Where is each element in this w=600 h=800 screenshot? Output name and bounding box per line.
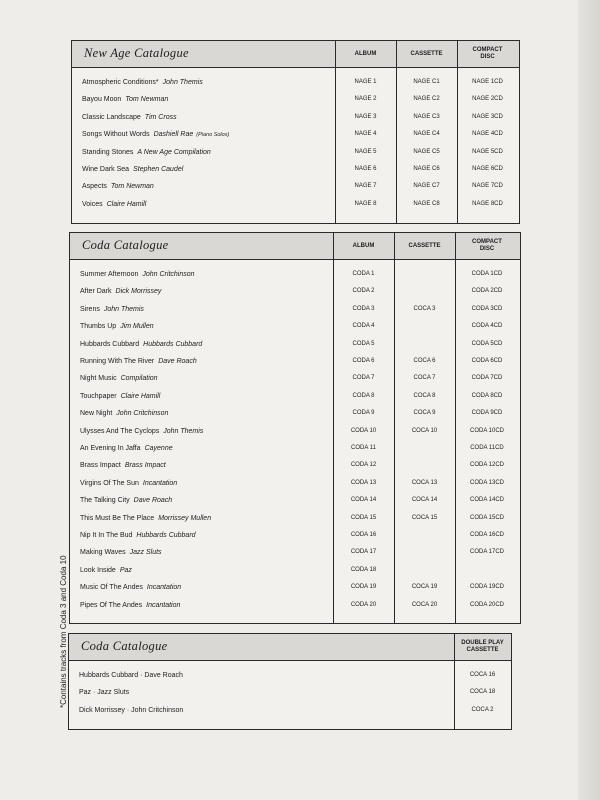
row-title <box>80 428 203 435</box>
cassette-code: COCA 19 <box>411 584 438 591</box>
cd-code: CODA 16CD <box>469 532 504 538</box>
album-title: Ulysses And The Cyclops <box>80 427 160 435</box>
cd-code: NAGE 1CD <box>472 79 503 85</box>
cd-code: CODA 20CD <box>469 601 504 608</box>
col-header-album: ALBUM <box>352 242 375 249</box>
album-title: Nip It In The Bud <box>80 532 133 539</box>
artist-name: Tom Newman <box>110 183 154 191</box>
page-edge <box>578 0 600 800</box>
table-row <box>72 162 519 179</box>
album-title: This Must Be The Place <box>80 514 155 522</box>
table-row <box>70 493 520 510</box>
cassette-code: COCA 10 <box>411 427 438 434</box>
album-title: Paz · Jazz Sluts <box>79 689 130 697</box>
row-title <box>82 149 211 156</box>
row-title <box>80 445 173 452</box>
row-title <box>82 166 183 173</box>
album-code: CODA 19 <box>350 584 377 591</box>
table-row <box>72 75 519 92</box>
artist-name: John Critchinson <box>142 271 195 278</box>
cd-code: NAGE 8CD <box>472 200 503 207</box>
album-code: CODA 10 <box>350 427 377 434</box>
table-row <box>72 110 519 127</box>
coda-double-play-table <box>68 633 512 730</box>
footnote-side: *Contains tracks from Coda 3 and Coda 10 <box>59 555 68 708</box>
artist-name: Jazz Sluts <box>129 549 162 557</box>
album-code: CODA 18 <box>350 566 377 573</box>
row-title <box>80 393 160 400</box>
table-row <box>70 284 520 301</box>
col-header-compact-disc: COMPACT DISC <box>472 47 503 60</box>
table-row <box>70 389 520 406</box>
cd-code: CODA 2CD <box>471 288 503 295</box>
table-row <box>70 319 520 336</box>
cassette-code: COCA 6 <box>413 358 436 364</box>
album-title: Virgins Of The Sun <box>80 479 139 487</box>
col-header-album: ALBUM <box>354 50 377 57</box>
table-row <box>70 441 520 458</box>
album-title: Atmospheric Conditions* <box>82 79 159 86</box>
col-header-cassette: CASSETTE <box>410 50 443 57</box>
artist-name: Brass Impact <box>124 462 166 470</box>
artist-name: Tim Cross <box>144 113 177 121</box>
row-title <box>82 114 177 121</box>
album-title: Making Waves <box>80 549 126 557</box>
cd-code: CODA 19CD <box>469 584 504 591</box>
artist-name: Jim Mullen <box>120 323 154 331</box>
artist-name: Incantation <box>146 601 181 609</box>
album-code: NAGE 1 <box>354 79 377 85</box>
album-title: Hubbards Cubbard · Dave Roach <box>79 672 183 679</box>
album-title: An Evening In Jaffa <box>80 445 141 452</box>
row-title <box>80 480 177 487</box>
artist-name: John Themis <box>162 79 203 86</box>
album-code: NAGE 8 <box>354 200 377 207</box>
album-code: NAGE 7 <box>354 183 377 190</box>
table-row <box>70 337 520 354</box>
album-title: Running With The River <box>80 358 155 365</box>
cassette-code: NAGE C3 <box>413 113 440 120</box>
row-title <box>80 375 158 382</box>
album-code: CODA 5 <box>352 340 375 347</box>
cd-code: CODA 7CD <box>471 375 503 382</box>
table-row <box>70 458 520 475</box>
artist-name: Claire Hamill <box>120 392 161 400</box>
row-title <box>80 341 202 348</box>
artist-name: John Themis <box>163 427 204 435</box>
album-code: NAGE 2 <box>354 96 377 103</box>
table-row <box>69 685 511 702</box>
table-row <box>70 424 520 441</box>
artist-name: Compilation <box>120 375 158 383</box>
album-code: CODA 8 <box>352 392 375 399</box>
cassette-code: NAGE C2 <box>413 96 440 103</box>
album-code: NAGE 3 <box>354 113 377 120</box>
row-title <box>79 672 183 679</box>
cassette-code: COCA 7 <box>413 375 436 382</box>
album-code: CODA 2 <box>352 288 375 295</box>
coda-double-title: Coda Catalogue <box>81 639 168 653</box>
row-title <box>80 462 166 469</box>
artist-name: John Critchinson <box>116 410 169 418</box>
table-row <box>72 92 519 109</box>
row-title <box>82 96 168 103</box>
row-title <box>80 306 144 313</box>
artist-name: Claire Hamill <box>106 200 147 208</box>
album-code: CODA 20 <box>350 601 377 608</box>
table-row <box>70 511 520 528</box>
cassette-code: COCA 8 <box>413 392 436 399</box>
row-title <box>80 602 180 609</box>
album-title: Classic Landscape <box>82 113 141 121</box>
cd-code: CODA 9CD <box>471 410 503 417</box>
cd-code: NAGE 2CD <box>472 96 503 103</box>
cd-code: CODA 8CD <box>471 392 503 399</box>
artist-name: Stephen Caudel <box>133 166 184 173</box>
album-title: Hubbards Cubbard <box>80 340 140 348</box>
album-code: NAGE 4 <box>354 131 377 138</box>
album-code: CODA 4 <box>352 323 375 330</box>
cd-code: CODA 15CD <box>469 514 504 521</box>
double-play-code: COCA 2 <box>471 706 494 713</box>
artist-name: Morrissey Mullen <box>158 514 212 522</box>
album-code: CODA 3 <box>352 305 375 312</box>
album-code: CODA 7 <box>352 375 375 382</box>
row-title <box>80 410 168 417</box>
album-title: Pipes Of The Andes <box>80 601 143 609</box>
table-row <box>70 528 520 545</box>
col-header-compact-disc: COMPACT DISC <box>472 239 502 252</box>
row-title <box>80 271 195 278</box>
row-title <box>80 584 181 591</box>
cd-code: CODA 12CD <box>469 462 504 469</box>
album-code: CODA 15 <box>350 514 377 521</box>
table-row <box>72 145 519 162</box>
album-title: Thumbs Up <box>80 323 117 331</box>
coda-title: Coda Catalogue <box>82 238 169 252</box>
cassette-code: NAGE C4 <box>413 131 440 138</box>
artist-name: Tom Newman <box>125 96 169 104</box>
table-row <box>70 476 520 493</box>
row-title <box>80 288 161 295</box>
cd-code: NAGE 4CD <box>472 131 503 138</box>
coda-catalogue-table <box>69 232 521 624</box>
cassette-code: NAGE C1 <box>413 79 440 85</box>
cassette-code: COCA 13 <box>411 479 438 486</box>
cd-code: NAGE 5CD <box>472 148 503 155</box>
cd-code: CODA 17CD <box>469 549 504 556</box>
album-title: Standing Stones <box>82 148 134 156</box>
row-title <box>79 707 183 714</box>
album-title: Brass Impact <box>80 462 121 470</box>
table-row <box>69 668 511 685</box>
table-row <box>70 545 520 562</box>
new-age-catalogue-table <box>71 40 520 224</box>
album-title: Look Inside <box>80 566 116 574</box>
album-title: Touchpaper <box>80 392 117 400</box>
row-title <box>82 79 203 86</box>
artist-name: Paz <box>119 566 132 574</box>
cd-code: CODA 5CD <box>471 340 503 347</box>
artist-name: A New Age Compilation <box>137 148 211 156</box>
artist-name: Dashiell Rae <box>153 131 194 139</box>
cd-code: CODA 10CD <box>469 427 504 434</box>
cd-code: CODA 6CD <box>471 358 503 364</box>
cd-code: NAGE 6CD <box>472 166 503 172</box>
table-row <box>72 197 519 214</box>
cd-code: CODA 1CD <box>471 271 503 277</box>
artist-name: Dave Roach <box>158 358 197 365</box>
cd-code: CODA 13CD <box>469 479 504 486</box>
cd-code: CODA 11CD <box>470 445 504 451</box>
album-title: Sirens <box>80 305 100 313</box>
album-title: Songs Without Words <box>82 131 150 139</box>
row-title <box>82 131 229 138</box>
album-code: CODA 1 <box>352 271 375 277</box>
cd-code: CODA 14CD <box>469 497 504 504</box>
album-note: (Piano Solos) <box>196 132 230 139</box>
cassette-code: NAGE C5 <box>413 148 440 155</box>
table-row <box>70 406 520 423</box>
album-title: Music Of The Andes <box>80 584 143 592</box>
col-header-cassette: CASSETTE <box>408 242 441 249</box>
album-code: CODA 16 <box>350 532 377 538</box>
table-row <box>70 580 520 597</box>
artist-name: Hubbards Cubbard <box>143 340 203 348</box>
album-title: Voices <box>82 200 103 208</box>
cd-code: NAGE 3CD <box>472 113 503 120</box>
row-title <box>80 515 211 522</box>
cassette-code: NAGE C7 <box>413 183 440 190</box>
artist-name: John Themis <box>103 305 144 313</box>
artist-name: Incantation <box>146 584 182 592</box>
cd-code: NAGE 7CD <box>472 183 503 190</box>
cassette-code: NAGE C6 <box>413 166 440 172</box>
row-title <box>80 358 197 365</box>
artist-name: Cayenne <box>144 445 173 452</box>
table-row <box>70 371 520 388</box>
album-title: Summer Afternoon <box>80 271 139 278</box>
row-title <box>80 549 162 556</box>
album-title: Wine Dark Sea <box>82 166 130 173</box>
row-title <box>82 183 154 190</box>
album-code: CODA 6 <box>352 358 375 364</box>
album-code: CODA 17 <box>350 549 377 556</box>
album-code: CODA 11 <box>351 445 376 451</box>
row-title <box>80 323 154 330</box>
table-row <box>70 354 520 371</box>
row-title <box>80 497 172 504</box>
cd-code: CODA 3CD <box>471 305 503 312</box>
table-row <box>72 127 519 144</box>
new-age-title: New Age Catalogue <box>84 46 189 60</box>
album-code: CODA 13 <box>350 479 377 486</box>
album-title: New Night <box>80 410 113 418</box>
col-header-double-play-cassette: DOUBLE PLAY CASSETTE <box>461 640 504 653</box>
double-play-code: COCA 18 <box>469 689 496 696</box>
cassette-code: COCA 9 <box>413 410 436 417</box>
cassette-code: COCA 14 <box>411 497 438 504</box>
album-title: The Talking City <box>80 497 130 505</box>
album-title: Aspects <box>82 183 107 191</box>
table-row <box>70 598 520 615</box>
table-row <box>69 703 511 720</box>
artist-name: Incantation <box>142 479 178 487</box>
row-title <box>79 689 129 696</box>
album-title: Bayou Moon <box>82 96 122 104</box>
table-row <box>70 563 520 580</box>
album-code: CODA 12 <box>350 462 377 469</box>
table-row <box>70 302 520 319</box>
album-title: Night Music <box>80 375 117 383</box>
album-code: CODA 14 <box>350 497 377 504</box>
album-code: NAGE 5 <box>354 148 377 155</box>
cassette-code: COCA 20 <box>411 601 438 608</box>
row-title <box>80 532 196 539</box>
row-title <box>80 567 132 574</box>
table-row <box>72 179 519 196</box>
artist-name: Dave Roach <box>133 497 173 505</box>
cd-code: CODA 4CD <box>471 323 503 330</box>
cassette-code: COCA 15 <box>411 514 438 521</box>
row-title <box>82 201 146 208</box>
album-title: After Dark <box>80 288 112 296</box>
table-row <box>70 267 520 284</box>
artist-name: Hubbards Cubbard <box>136 532 196 539</box>
album-title: Dick Morrissey · John Critchinson <box>79 706 184 714</box>
cassette-code: NAGE C8 <box>413 200 440 207</box>
album-code: CODA 9 <box>352 410 375 417</box>
album-code: NAGE 6 <box>354 166 377 172</box>
double-play-code: COCA 16 <box>469 672 496 678</box>
artist-name: Dick Morrissey <box>115 288 162 296</box>
cassette-code: COCA 3 <box>413 305 436 312</box>
